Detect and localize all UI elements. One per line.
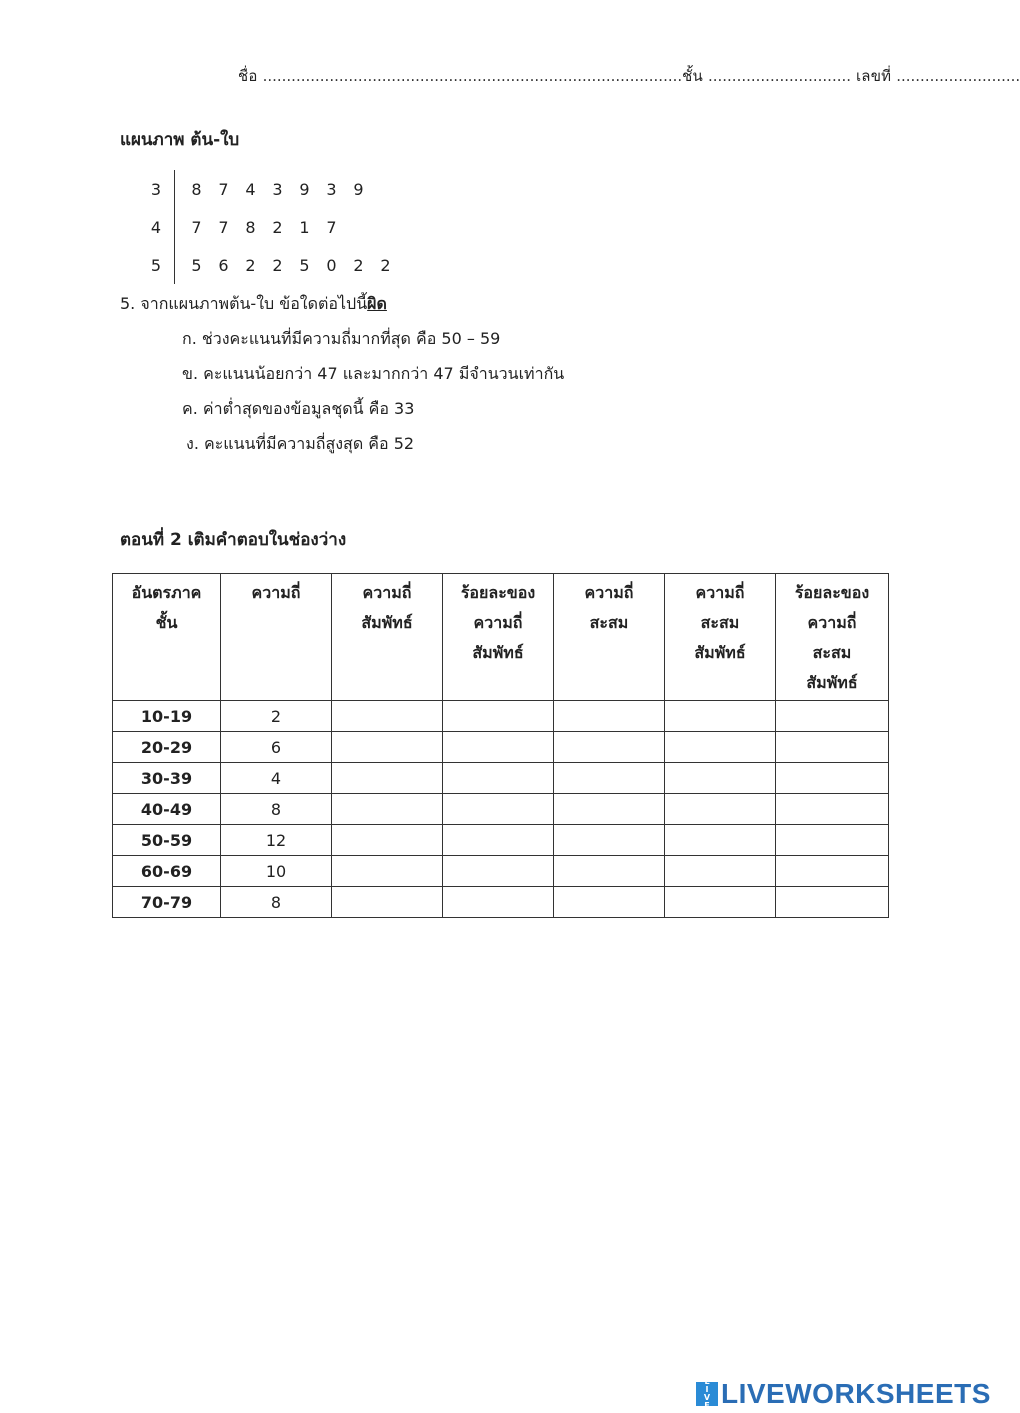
leaf-value: 3	[326, 179, 337, 199]
class-interval-cell: 30-39	[113, 763, 221, 794]
table-row	[113, 701, 889, 732]
stem-divider	[174, 208, 175, 246]
leaf-value: 6	[218, 255, 229, 275]
choice-a[interactable]: ก. ช่วงคะแนนที่มีความถี่มากที่สุด คือ 50 – 59	[182, 329, 501, 348]
stem-divider	[174, 246, 175, 284]
column-header-line: ความถี่	[807, 613, 857, 632]
leaf-value: 3	[272, 179, 283, 199]
answer-cell[interactable]	[443, 887, 554, 918]
answer-cell[interactable]	[332, 856, 443, 887]
column-header-line: ความถี่	[584, 583, 634, 602]
part2-title: ตอนที่ 2 เติมคำตอบในช่องว่าง	[120, 530, 347, 550]
answer-cell[interactable]	[554, 825, 665, 856]
column-header-line: สะสม	[812, 643, 852, 662]
answer-cell[interactable]	[443, 763, 554, 794]
logo-text: LIVEWORKSHEETS	[721, 1378, 991, 1409]
answer-cell[interactable]	[332, 887, 443, 918]
answer-cell[interactable]	[665, 763, 776, 794]
leaf-value: 7	[218, 179, 229, 199]
stem-leaf-row	[142, 208, 399, 246]
name-label: ชื่อ	[238, 67, 258, 85]
column-header	[332, 574, 443, 701]
answer-cell[interactable]	[554, 887, 665, 918]
choice-d[interactable]: ง. คะแนนที่มีความถี่สูงสุด คือ 52	[186, 434, 415, 453]
answer-cell[interactable]	[443, 825, 554, 856]
column-header-line: สัมพัทธ์	[806, 673, 858, 692]
logo-box-letter: L	[704, 1377, 710, 1386]
answer-cell[interactable]	[332, 763, 443, 794]
question-text: 5. จากแผนภาพต้น-ใบ ข้อใดต่อไปนี้	[120, 294, 368, 313]
leaf-value: 2	[380, 255, 391, 275]
frequency-cell: 6	[221, 732, 332, 763]
leaf-value: 2	[272, 217, 283, 237]
column-header-line: อันตรภาค	[131, 583, 202, 602]
leaf-value: 8	[245, 217, 256, 237]
leaf-value: 7	[326, 217, 337, 237]
answer-cell[interactable]	[443, 732, 554, 763]
column-header-line: ร้อยละของ	[794, 583, 870, 602]
column-header	[113, 574, 221, 701]
number-blank[interactable]: ..........................	[896, 67, 1020, 85]
stem-leaf-plot	[142, 170, 399, 284]
answer-cell[interactable]	[554, 856, 665, 887]
leaf-value: 9	[299, 179, 310, 199]
answer-cell[interactable]	[443, 701, 554, 732]
name-blank[interactable]: ........................................................................................	[262, 67, 683, 85]
stem-leaf-row	[142, 246, 399, 284]
column-header	[554, 574, 665, 701]
number-label: เลขที่	[855, 67, 892, 85]
question-emphasis: ผิด	[367, 294, 387, 313]
stem-divider	[174, 170, 175, 208]
frequency-cell: 2	[221, 701, 332, 732]
answer-cell[interactable]	[776, 763, 889, 794]
class-interval-cell: 20-29	[113, 732, 221, 763]
answer-cell[interactable]	[665, 825, 776, 856]
column-header-line: สะสม	[700, 613, 740, 632]
logo-box-letter: E	[704, 1401, 710, 1410]
student-info-line	[238, 64, 1020, 88]
stem-value: 4	[150, 217, 162, 237]
answer-cell[interactable]	[665, 887, 776, 918]
column-header	[221, 574, 332, 701]
column-header-line: ความถี่	[251, 583, 301, 602]
leaf-value: 2	[272, 255, 283, 275]
leaf-value: 5	[299, 255, 310, 275]
leaf-value: 1	[299, 217, 310, 237]
column-header-line: สัมพัทธ์	[361, 613, 413, 632]
stem-leaf-title: แผนภาพ ต้น-ใบ	[120, 130, 240, 150]
question-5	[120, 292, 387, 317]
frequency-cell: 12	[221, 825, 332, 856]
column-header	[776, 574, 889, 701]
column-header-line: ชั้น	[155, 613, 178, 632]
table-row	[113, 732, 889, 763]
answer-cell[interactable]	[332, 825, 443, 856]
frequency-table	[112, 573, 889, 918]
frequency-cell: 8	[221, 887, 332, 918]
column-header-line: ความถี่	[473, 613, 523, 632]
answer-cell[interactable]	[776, 794, 889, 825]
answer-cell[interactable]	[665, 794, 776, 825]
answer-cell[interactable]	[332, 732, 443, 763]
stem-leaf-row	[142, 170, 399, 208]
leaf-value: 2	[353, 255, 364, 275]
frequency-cell: 4	[221, 763, 332, 794]
column-header-line: ความถี่	[362, 583, 412, 602]
frequency-cell: 10	[221, 856, 332, 887]
answer-cell[interactable]	[665, 856, 776, 887]
leaf-value: 0	[326, 255, 337, 275]
answer-cell[interactable]	[443, 794, 554, 825]
answer-cell[interactable]	[776, 887, 889, 918]
choice-c[interactable]: ค. ค่าต่ำสุดของข้อมูลชุดนี้ คือ 33	[182, 399, 415, 418]
answer-cell[interactable]	[776, 825, 889, 856]
answer-cell[interactable]	[776, 701, 889, 732]
stem-value: 3	[150, 179, 162, 199]
answer-cell[interactable]	[554, 701, 665, 732]
class-interval-cell: 40-49	[113, 794, 221, 825]
column-header-line: สัมพัทธ์	[694, 643, 746, 662]
choice-b[interactable]: ข. คะแนนน้อยกว่า 47 และมากกว่า 47 มีจำนวนเท่ากัน	[182, 364, 565, 383]
column-header-line: ร้อยละของ	[460, 583, 536, 602]
answer-cell[interactable]	[332, 794, 443, 825]
table-row	[113, 763, 889, 794]
class-label: ชั้น	[682, 67, 703, 85]
liveworksheets-logo	[696, 1378, 991, 1410]
leaf-value: 9	[353, 179, 364, 199]
logo-box-letter: I	[705, 1385, 709, 1394]
class-interval-cell: 50-59	[113, 825, 221, 856]
column-header-line: สะสม	[589, 613, 629, 632]
logo-box-letter: V	[703, 1393, 711, 1402]
column-header	[443, 574, 554, 701]
class-blank[interactable]: ..............................	[707, 67, 852, 85]
answer-cell[interactable]	[776, 856, 889, 887]
column-header	[665, 574, 776, 701]
table-row	[113, 856, 889, 887]
frequency-cell: 8	[221, 794, 332, 825]
leaf-value: 8	[191, 179, 202, 199]
answer-cell[interactable]	[554, 732, 665, 763]
column-header-line: ความถี่	[695, 583, 745, 602]
answer-cell[interactable]	[665, 732, 776, 763]
class-interval-cell: 60-69	[113, 856, 221, 887]
leaf-value: 7	[191, 217, 202, 237]
logo-box-icon	[696, 1377, 718, 1410]
class-interval-cell: 10-19	[113, 701, 221, 732]
column-header-line: สัมพัทธ์	[472, 643, 524, 662]
leaf-value: 4	[245, 179, 256, 199]
class-interval-cell: 70-79	[113, 887, 221, 918]
answer-cell[interactable]	[443, 856, 554, 887]
answer-cell[interactable]	[665, 701, 776, 732]
stem-value: 5	[150, 255, 162, 275]
answer-cell[interactable]	[554, 794, 665, 825]
answer-cell[interactable]	[554, 763, 665, 794]
table-row	[113, 794, 889, 825]
table-row	[113, 887, 889, 918]
table-row	[113, 825, 889, 856]
leaf-value: 2	[245, 255, 256, 275]
leaf-value: 5	[191, 255, 202, 275]
leaf-value: 7	[218, 217, 229, 237]
answer-cell[interactable]	[776, 732, 889, 763]
answer-cell[interactable]	[332, 701, 443, 732]
table-header-row	[113, 574, 889, 701]
